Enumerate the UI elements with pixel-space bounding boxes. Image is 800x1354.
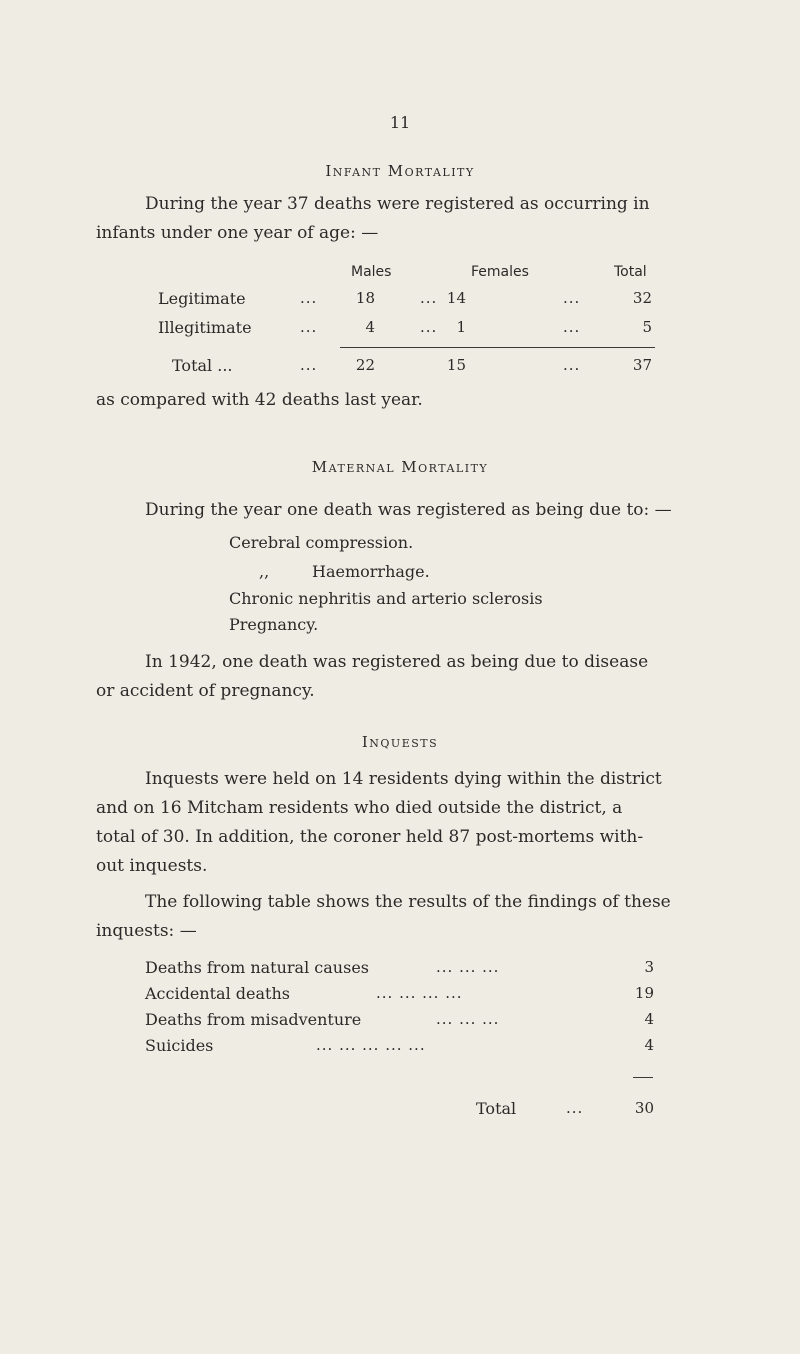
row-total-females: 15 (446, 356, 466, 374)
inquests-p2-line-2: inquests: — (96, 921, 197, 941)
row-dots: ... (300, 289, 318, 307)
maternal-cause-3: Chronic nephritis and arterio sclerosis (229, 589, 543, 608)
findings-total-rule (633, 1077, 653, 1078)
row-dots: ... (300, 318, 318, 336)
finding-value: 3 (644, 958, 654, 976)
row-illegitimate-males: 4 (365, 318, 375, 336)
row-dots: ... (563, 289, 581, 307)
findings-total-value: 30 (634, 1099, 654, 1117)
maternal-ditto-mark: ,, (259, 562, 270, 581)
row-total-males: 22 (355, 356, 375, 374)
finding-dots: ... ... ... (436, 1010, 500, 1028)
col-header-total: Total (614, 264, 647, 280)
row-dots: ... (563, 356, 581, 374)
row-dots: ... (420, 318, 438, 336)
row-label-total: Total ... (172, 356, 233, 375)
row-dots: ... (420, 289, 438, 307)
finding-label: Deaths from misadventure (145, 1010, 362, 1029)
maternal-note-line-1: In 1942, one death was registered as being due to disease (145, 652, 649, 672)
row-legitimate-males: 18 (355, 289, 375, 307)
findings-total-label: Total (476, 1099, 517, 1118)
finding-value: 4 (644, 1010, 654, 1028)
row-label-legitimate: Legitimate (158, 289, 246, 308)
finding-dots: ... ... ... ... ... (316, 1036, 426, 1054)
maternal-cause-4: Pregnancy. (229, 615, 319, 634)
finding-label: Deaths from natural causes (145, 958, 369, 977)
inquests-p1-line-1: Inquests were held on 14 residents dying within the district (145, 769, 662, 789)
finding-value: 4 (644, 1036, 654, 1054)
findings-total-dots: ... (566, 1099, 584, 1117)
infant-intro-line-2: infants under one year of age: — (96, 223, 379, 243)
finding-value: 19 (634, 984, 654, 1002)
finding-label: Suicides (145, 1036, 214, 1055)
inquests-heading: Inquests (361, 733, 439, 751)
row-illegitimate-females: 1 (456, 318, 466, 336)
infant-intro-line-1: During the year 37 deaths were registered as occurring in (145, 194, 650, 214)
finding-label: Accidental deaths (145, 984, 290, 1003)
row-dots: ... (300, 356, 318, 374)
infant-comparison: as compared with 42 deaths last year. (96, 390, 423, 410)
infant-mortality-heading: Infant Mortality (325, 162, 475, 180)
maternal-cause-1: Cerebral compression. (229, 533, 414, 552)
inquests-p1-line-4: out inquests. (96, 856, 208, 876)
inquests-p2-line-1: The following table shows the results of the findings of these (145, 892, 671, 912)
total-rule (340, 347, 655, 348)
inquests-p1-line-2: and on 16 Mitcham residents who died outside the district, a (96, 798, 623, 818)
inquests-p1-line-3: total of 30. In addition, the coroner held 87 post-mortems with- (96, 827, 644, 847)
row-legitimate-total: 32 (632, 289, 652, 307)
page-number: 11 (389, 113, 411, 132)
row-label-illegitimate: Illegitimate (158, 318, 252, 337)
row-illegitimate-total: 5 (642, 318, 652, 336)
col-header-males: Males (351, 264, 392, 280)
row-legitimate-females: 14 (446, 289, 466, 307)
maternal-intro: During the year one death was registered as being due to: — (145, 500, 672, 520)
row-dots: ... (563, 318, 581, 336)
finding-dots: ... ... ... ... (376, 984, 463, 1002)
maternal-mortality-heading: Maternal Mortality (311, 458, 489, 476)
maternal-note-line-2: or accident of pregnancy. (96, 681, 315, 701)
col-header-females: Females (471, 264, 529, 280)
maternal-cause-2: Haemorrhage. (312, 562, 430, 581)
row-total-total: 37 (632, 356, 652, 374)
finding-dots: ... ... ... (436, 958, 500, 976)
